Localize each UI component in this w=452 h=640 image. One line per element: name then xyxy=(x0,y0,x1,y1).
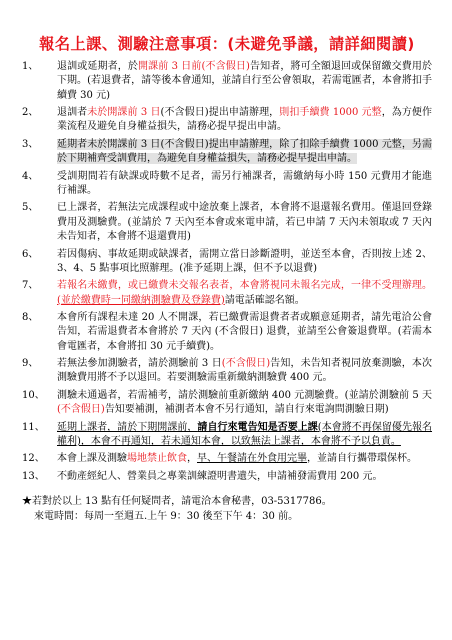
notice-text-segment: 告知者，將可全額退回或保留繳交費用於下期。(若退費者，請等後本會通知，並請自行至公會領取，若需電匯者，本會將扣手續費 30 元) xyxy=(57,61,433,101)
notice-text-segment: 已上課者，若無法完成課程或中途放棄上課者，本會將不退還報名費用。僅退回登錄費用及測驗費。(並請於 7 天內至本會或來電申請，若已申請 7 天內未領取或 7 天內未告知者，本會將不退還費用) xyxy=(57,202,432,243)
notice-text-segment: ，並請自行攜帶環保杯。 xyxy=(307,453,417,465)
notice-text-segment: 場地禁止飲食 xyxy=(127,453,187,465)
notice-item-number: 4、 xyxy=(22,170,39,182)
notice-text-segment: 告知，未告知者視同放棄測驗，本次測驗費用將不予以退回。若要測驗需重新繳納測驗費 400 元。 xyxy=(57,358,432,384)
notice-item-number: 9、 xyxy=(22,358,39,370)
notice-item-number: 3、 xyxy=(22,138,39,150)
notice-text-segment: ， xyxy=(187,453,197,465)
notice-text-segment: 不動產經紀人、營業員之專業訓練證明書遺失，申請補發需費用 200 元。 xyxy=(57,470,383,482)
notice-text-segment: (不含假日)提出申請辦理， xyxy=(160,107,280,119)
notice-item-text xyxy=(57,389,432,418)
notice-item xyxy=(22,248,432,277)
notice-item xyxy=(22,311,432,354)
notice-item-text xyxy=(57,201,432,244)
notice-item-number: 13、 xyxy=(22,470,45,482)
notice-item xyxy=(22,357,432,386)
notice-item xyxy=(22,279,432,308)
notice-title: 報名上課、測驗注意事項：(未避免爭議，請詳細閱讀) xyxy=(39,35,415,53)
notice-item-number: 12、 xyxy=(22,453,45,465)
notice-text-segment: 受訓期間若有缺課或時數不足者，需另行補課者，需繳納每小時 150 元費用才能進行補課。 xyxy=(57,170,432,196)
notice-item xyxy=(22,201,432,244)
notice-item-text xyxy=(57,470,432,484)
notice-item-number: 10、 xyxy=(22,389,45,401)
notice-text-segment: (不含假日) xyxy=(57,404,105,416)
notice-text-segment: (不含假日) xyxy=(221,358,271,370)
contact-footer xyxy=(22,494,432,524)
contact-line xyxy=(22,494,432,509)
notice-item-text xyxy=(57,138,432,167)
notice-text-segment: 退訓或延期者，於 xyxy=(57,61,138,72)
notice-text-segment: 則扣手續費 1000 元整 xyxy=(279,107,382,119)
notice-text-segment: ，為方便作業流程及避免自身權益損失，請務必提早提出申請。 xyxy=(57,107,432,133)
star-icon: ★ xyxy=(22,496,32,508)
notice-text-segment: 若因傷病、事故延期或缺課者，需開立當日診斷證明，並送至本會，否則按上述 2、3、4、5 點事項比照辦理。(准予延期上課，但不予以退費) xyxy=(57,248,432,274)
notice-item-number: 6、 xyxy=(22,248,39,260)
notice-item-text xyxy=(57,106,432,135)
notice-item-number: 8、 xyxy=(22,312,39,324)
notice-item xyxy=(22,170,432,199)
notice-text-segment: 未於開課前 3 日 xyxy=(87,107,161,119)
notice-item-text xyxy=(57,170,432,199)
notice-item-text xyxy=(57,421,432,450)
notice-item-text xyxy=(57,248,432,277)
notice-text-segment: 早、午餐請在外食用完畢 xyxy=(197,453,307,465)
notice-text-segment: 測驗未通過者，若需補考，請於測驗前重新繳納 400 元測驗費。(並請於測驗前 5 天 xyxy=(57,389,432,401)
notice-item xyxy=(22,106,432,135)
notice-text-segment: 退訓者 xyxy=(57,107,88,119)
contact-text: 若對於以上 13 點有任何疑問者，請電洽本會秘書，03-5317786。 xyxy=(32,496,332,508)
contact-hours: 來電時間：每周一至週五.上午 9：30 後至下午 4：30 前。 xyxy=(34,511,299,523)
notice-text-segment: 請自行來電告知是否要上課 xyxy=(197,421,318,433)
notice-text-segment: 若無法參加測驗者，請於測驗前 3 日 xyxy=(57,358,222,370)
notice-item-number: 5、 xyxy=(22,202,39,214)
notice-item xyxy=(22,421,432,450)
notice-item-number: 2、 xyxy=(22,107,39,119)
notice-item-number: 11、 xyxy=(22,421,45,433)
notice-text-segment: 告知要補測，補測者本會不另行通知，請自行來電詢問測驗日期) xyxy=(104,404,389,416)
notice-text-segment: 開課前 3 日前(不含假日) xyxy=(137,61,250,72)
notice-text-segment: 延期上課者，請於下期開課前， xyxy=(57,421,198,433)
notice-item-number: 1、 xyxy=(22,61,39,72)
notice-item-number: 7、 xyxy=(22,280,39,292)
notice-item xyxy=(22,60,432,103)
notice-text-segment: 延期者未於開課前 3 日(不含假日)提出申請辦理，除了扣除手續費 1000 元整，另需於下期補齊受訓費用，為避免自身權益損失，請務必提早提出申請。 xyxy=(57,138,432,165)
notice-item-text xyxy=(57,311,432,354)
notice-item-text xyxy=(57,279,432,308)
notice-item xyxy=(22,452,432,466)
notice-text-segment: 請電話確認名額。 xyxy=(224,294,305,306)
notice-text-segment: 本會上課及測驗 xyxy=(57,453,127,465)
notice-item xyxy=(22,470,432,484)
notice-item-text xyxy=(57,357,432,386)
notice-list xyxy=(22,60,432,484)
notice-text-segment: (並於繳費時一同繳納測驗費及登錄費) xyxy=(57,294,225,306)
notice-item xyxy=(22,389,432,418)
notice-text-segment: 本會所有課程未達 20 人不開課，若已繳費需退費者者或願意延期者，請先電洽公會告知，若需退費者本會將於 7 天內 (不含假日) 退費，並請至公會簽退費單。(若需本會電匯者，本會將扣 30 元手續費)。 xyxy=(57,312,432,352)
notice-item xyxy=(22,138,432,167)
notice-text-segment: 若報名未繳費，或已繳費未交報名表者，本會將視同未報名完成，一律不受理辦理。 xyxy=(57,280,432,292)
notice-text-segment: (本會將不再保留優先報名權利)，本會不再通知，若未通知本會，以致無法上課者，本會將不予以負責。 xyxy=(57,421,433,447)
notice-item-text xyxy=(57,60,432,103)
notice-item-text xyxy=(57,452,432,466)
